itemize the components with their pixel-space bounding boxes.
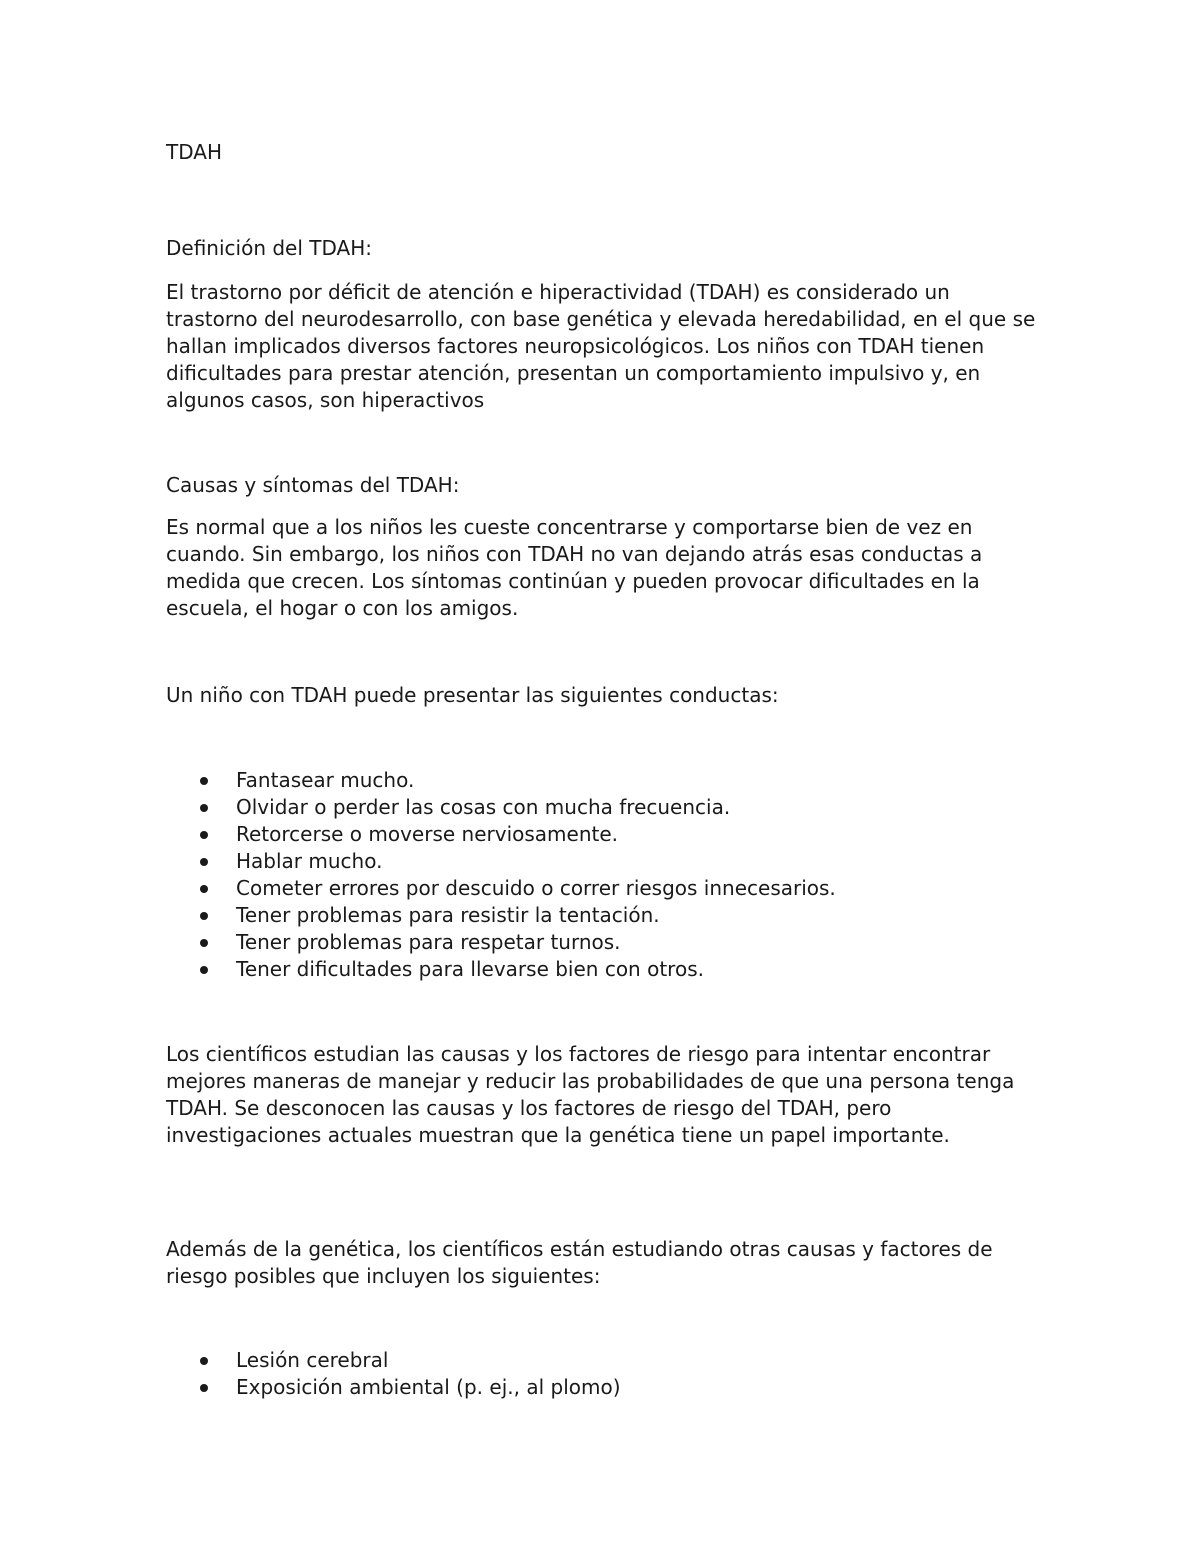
bullet-icon <box>200 939 208 947</box>
paragraph-ademas: Además de la genética, los científicos están estudiando otras causas y factores de riesgo posibles que incluyen los siguientes: <box>166 1237 993 1288</box>
list-item <box>166 1347 1046 1374</box>
bullet-icon <box>200 1384 208 1392</box>
list-item <box>166 848 1046 875</box>
section-heading-causas: Causas y síntomas del TDAH: <box>166 473 460 497</box>
list-item-text: Exposición ambiental (p. ej., al plomo) <box>236 1375 621 1399</box>
list-item-text: Fantasear mucho. <box>236 768 415 792</box>
list-item-text: Tener dificultades para llevarse bien con otros. <box>236 957 704 981</box>
document-title: TDAH <box>166 140 222 164</box>
list-item-text: Cometer errores por descuido o correr riesgos innecesarios. <box>236 876 836 900</box>
list-item <box>166 875 1046 902</box>
bullet-icon <box>200 858 208 866</box>
list-item-text: Hablar mucho. <box>236 849 383 873</box>
paragraph-cientificos: Los científicos estudian las causas y los factores de riesgo para intentar encontrar mejores maneras de manejar y reducir las probabilidades de que una persona tenga TDAH. Se desconocen las causas y los factores de riesgo del TDAH, pero investigaciones actuales muestran que la genética tiene un papel importante. <box>166 1042 1015 1147</box>
conductas-list <box>166 767 1046 983</box>
list-item <box>166 902 1046 929</box>
list-item <box>166 1374 1046 1401</box>
bullet-icon <box>200 885 208 893</box>
list-item-text: Tener problemas para respetar turnos. <box>236 930 621 954</box>
list-item <box>166 821 1046 848</box>
paragraph-causas: Es normal que a los niños les cueste concentrarse y comportarse bien de vez en cuando. Sin embargo, los niños con TDAH no van dejando atrás esas conductas a medida que crecen. Los síntomas continúan y pueden provocar dificultades en la escuela, el hogar o con los amigos. <box>166 515 983 620</box>
factores-riesgo-list <box>166 1347 1046 1401</box>
bullet-icon <box>200 777 208 785</box>
list-item-text: Olvidar o perder las cosas con mucha frecuencia. <box>236 795 731 819</box>
bullet-icon <box>200 831 208 839</box>
list-item-text: Tener problemas para resistir la tentación. <box>236 903 660 927</box>
section-heading-definicion: Definición del TDAH: <box>166 236 372 260</box>
bullet-icon <box>200 966 208 974</box>
list-item <box>166 956 1046 983</box>
list-item <box>166 929 1046 956</box>
list-item <box>166 794 1046 821</box>
list-item-text: Retorcerse o moverse nerviosamente. <box>236 822 619 846</box>
bullet-icon <box>200 1357 208 1365</box>
list-item <box>166 767 1046 794</box>
bullet-icon <box>200 804 208 812</box>
paragraph-definicion: El trastorno por déficit de atención e hiperactividad (TDAH) es considerado un trastorno del neurodesarrollo, con base genética y elevada heredabilidad, en el que se hallan implicados diversos factores neuropsicológicos. Los niños con TDAH tienen dificultades para prestar atención, presentan un comportamiento impulsivo y, en algunos casos, son hiperactivos <box>166 280 1036 412</box>
list-item-text: Lesión cerebral <box>236 1348 389 1372</box>
bullet-icon <box>200 912 208 920</box>
paragraph-conductas-intro: Un niño con TDAH puede presentar las siguientes conductas: <box>166 683 779 707</box>
